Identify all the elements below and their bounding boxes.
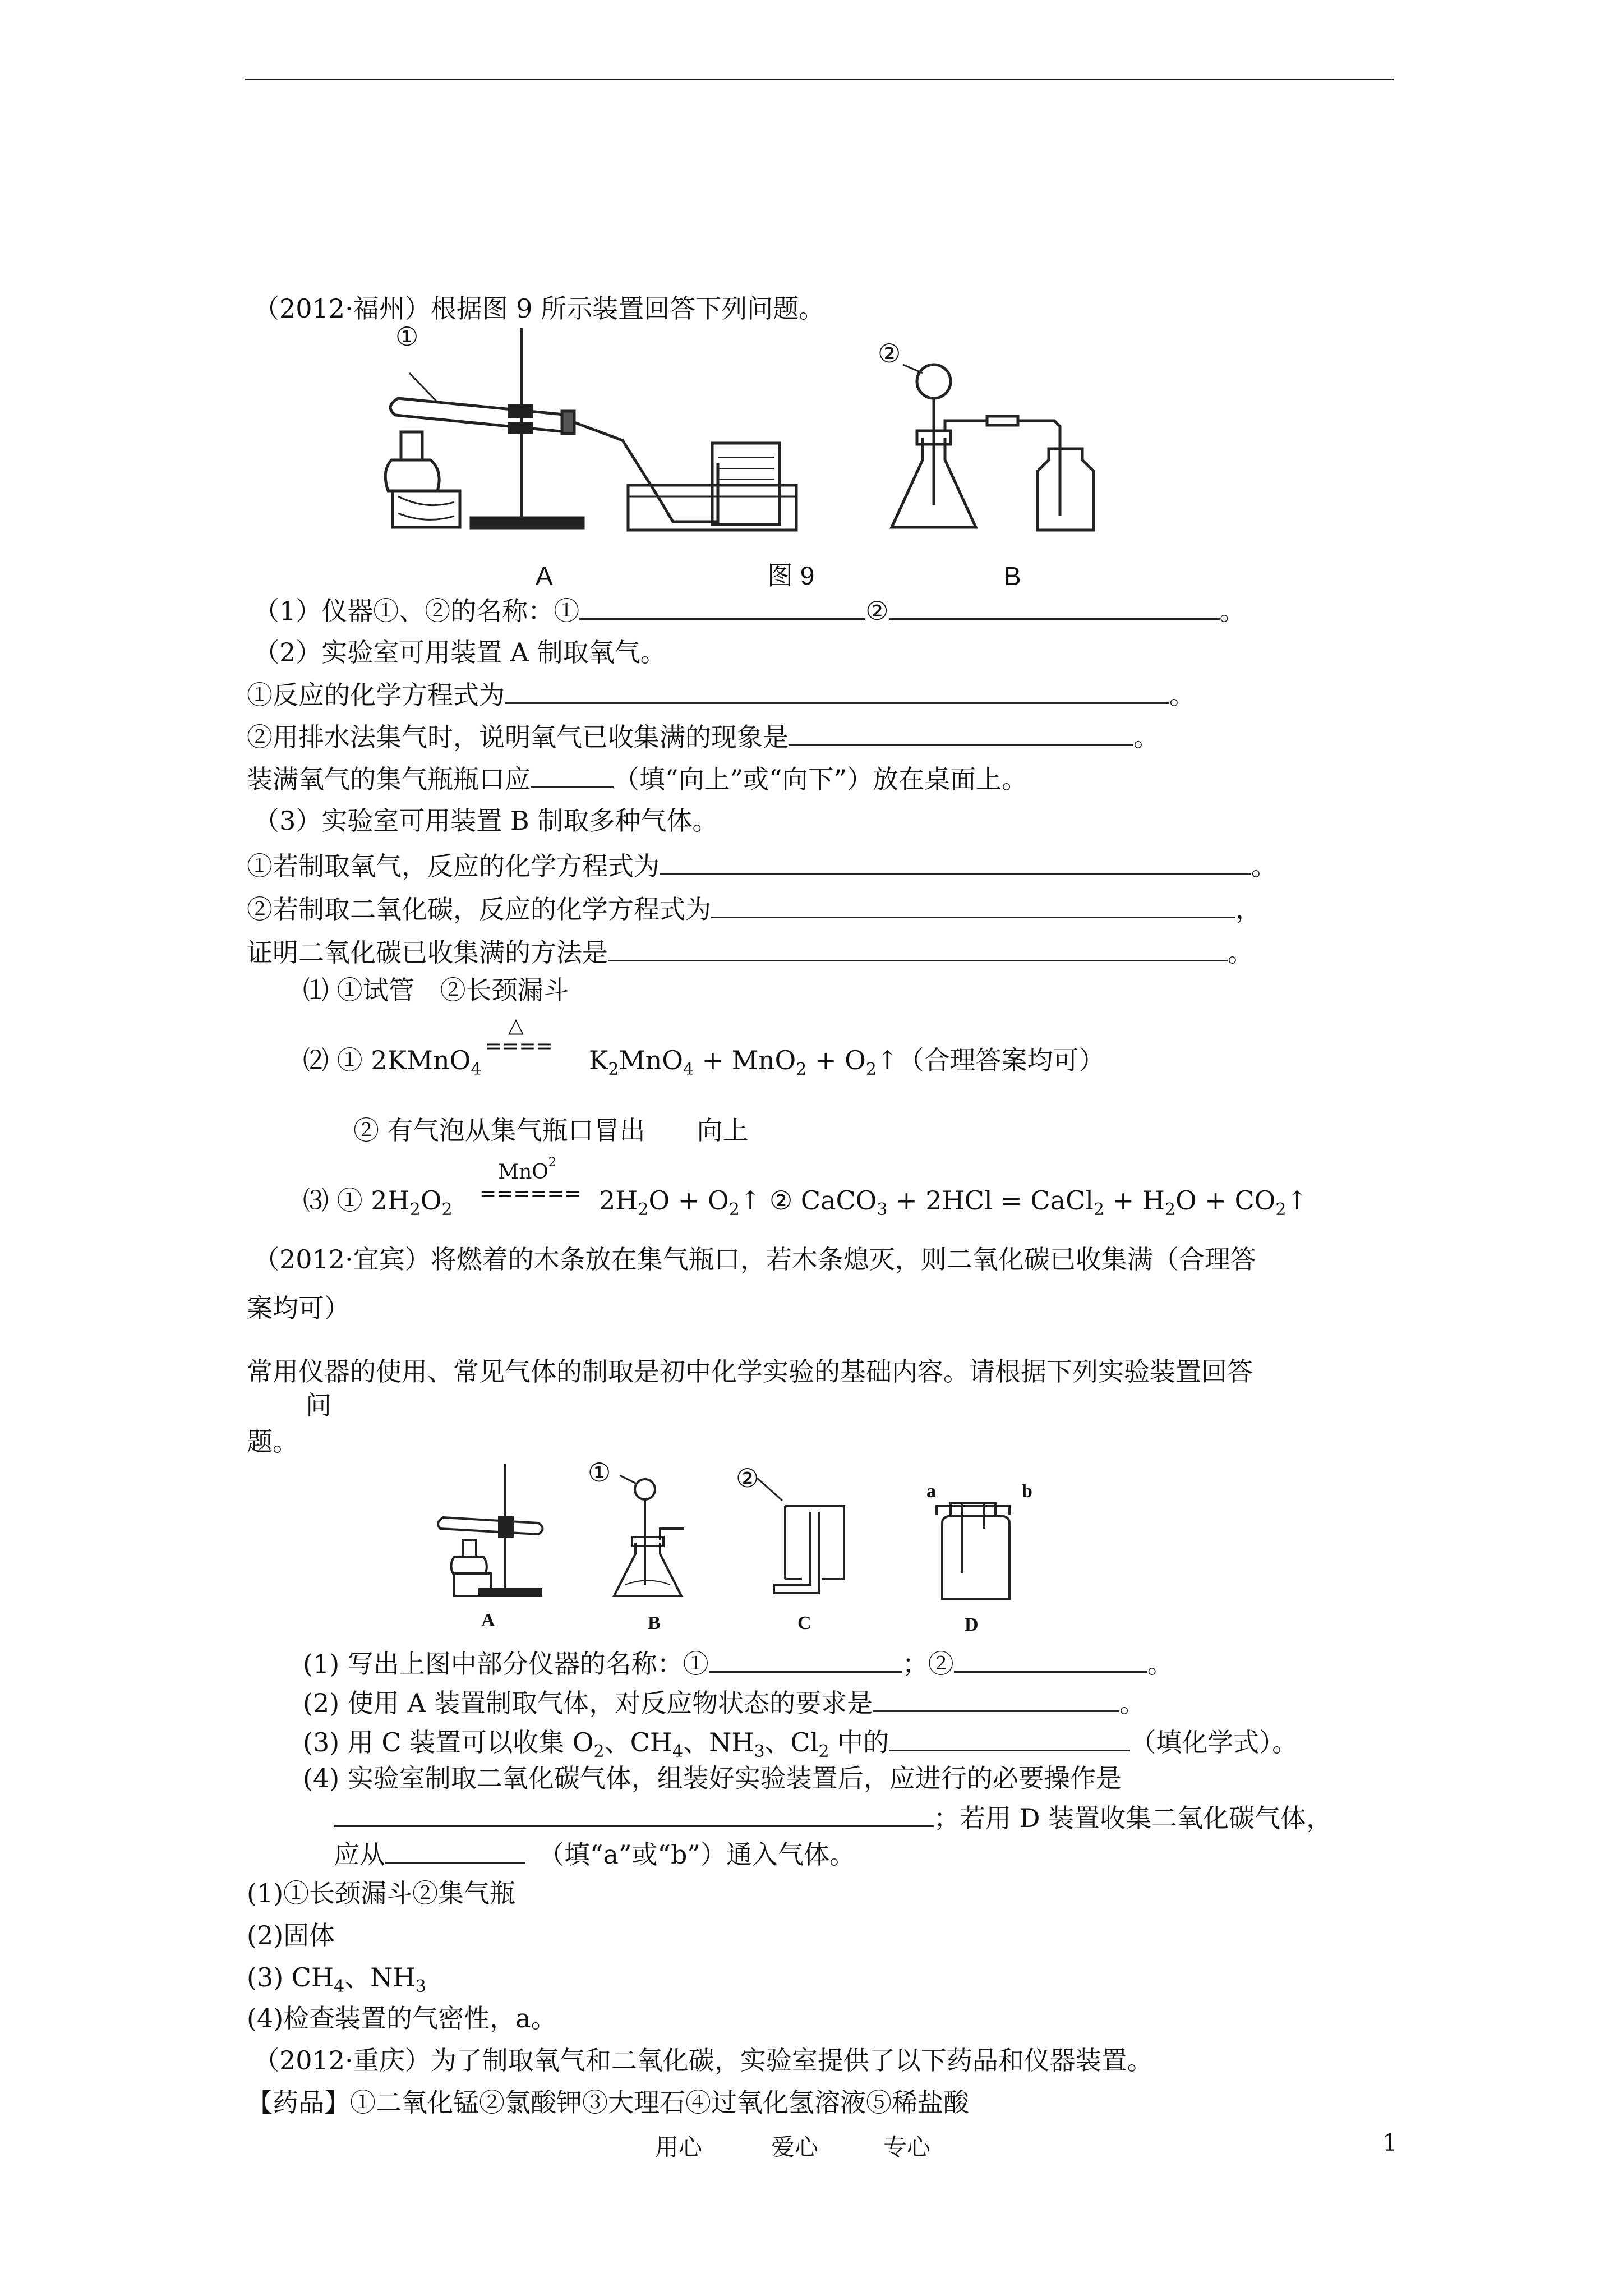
q1-mark-2: ② [878, 338, 901, 369]
q2-intro2: 题。 [247, 1427, 298, 1457]
ans1-a2-pre: ⑵ ① 2KMnO$_4$ [303, 1045, 482, 1079]
q2-label-a: A [481, 1610, 495, 1631]
figure-9-apparatus-a [359, 323, 819, 541]
q1-s1: （1）仪器①、②的名称：① ② 。 [253, 593, 1246, 628]
q2-s4: (4) 实验室制取二氧化碳气体，组装好实验装置后，应进行的必要操作是 [303, 1763, 1122, 1793]
q1-s2: （2）实验室可用装置 A 制取氧气。 [253, 637, 666, 668]
apparatus-d-small [920, 1470, 1032, 1604]
ans1-a5: （2012·宜宾）将燃着的木条放在集气瓶口，若木条熄灭，则二氧化碳已收集满（合理答 [253, 1244, 1256, 1274]
q1-s2-1: ①反应的化学方程式为 。 [247, 678, 1195, 712]
q2-intro1: 常用仪器的使用、常见气体的制取是初中化学实验的基础内容。请根据下列实验装置回答 [247, 1356, 1253, 1387]
q3-drugs: 【药品】①二氧化锰②氯酸钾③大理石④过氧化氢溶液⑤稀盐酸 [247, 2087, 969, 2118]
ans1-a5b: 案均可） [247, 1293, 350, 1323]
ans1-a2-condition: △ ==== [485, 1014, 553, 1058]
q2-mark-1: ① [588, 1457, 611, 1488]
ans2-a3: (3) $CH_4$、$NH_3$ [247, 1962, 426, 1996]
footer-zhuanxin: 专心 [883, 2133, 931, 2161]
figure-9-apparatus-b [886, 337, 1122, 539]
q2-s4b: ；若用 D 装置收集二氧化碳气体， [334, 1801, 1332, 1835]
figure-label-a: A [536, 562, 553, 591]
ans2-a4: (4)检查装置的气密性，a。 [247, 2003, 557, 2033]
ans1-a4-eq: $2H_2O$ + $O_2↑$ ② CaCO$_3$ + 2HCl = CaCl$_2$ + $H_2O$ + $CO_2↑$ [599, 1185, 1308, 1220]
q2-intro-q: 问 [306, 1390, 331, 1420]
page-number: 1 [1382, 2129, 1398, 2156]
q1-s3-2: ②若制取二氧化碳，反应的化学方程式为 ， [247, 892, 1261, 926]
q2-mark-b: b [1022, 1481, 1032, 1502]
ans1-a1: ⑴ ①试管 ②长颈漏斗 [303, 975, 569, 1005]
figure-caption: 图 9 [767, 561, 815, 590]
q2-mark-a: a [926, 1481, 936, 1502]
q1-s3: （3）实验室可用装置 B 制取多种气体。 [253, 806, 718, 836]
ans2-a2: (2)固体 [247, 1920, 335, 1950]
q2-s1: (1) 写出上图中部分仪器的名称：① ；② 。 [303, 1646, 1173, 1681]
q3-intro: （2012·重庆）为了制取氧气和二氧化碳，实验室提供了以下药品和仪器装置。 [253, 2045, 1153, 2076]
q2-s2: (2) 使用 A 装置制取气体，对反应物状态的要求是 。 [303, 1686, 1145, 1720]
q1-mark-1: ① [395, 321, 419, 352]
header-rule [245, 79, 1394, 80]
q2-label-d: D [965, 1614, 979, 1635]
ans1-a2-eq: $K_2MnO_4 + MnO_2$ + $O_2↑$（合理答案均可） [589, 1045, 1105, 1079]
q1-s3-1: ①若制取氧气，反应的化学方程式为 。 [247, 849, 1277, 883]
q1-intro: （2012·福州）根据图 9 所示装置回答下列问题。 [253, 293, 825, 324]
ans1-a4-condition: MnO$^2$ ====== [479, 1156, 581, 1205]
q2-mark-2: ② [736, 1463, 759, 1493]
ans2-a1: (1)①长颈漏斗②集气瓶 [247, 1878, 516, 1908]
q2-s4c: 应从 （填“a”或“b”）通入气体。 [334, 1837, 855, 1871]
q1-s2-3: 装满氧气的集气瓶瓶口应 （填“向上”或“向下”）放在桌面上。 [247, 762, 1027, 796]
q2-label-b: B [648, 1613, 661, 1634]
apparatus-b-small [608, 1464, 715, 1602]
q2-label-c: C [797, 1613, 811, 1634]
footer-yongxin: 用心 [655, 2133, 703, 2161]
ans1-a4-pre: ⑶ ① $2H_2O_2$ [303, 1185, 453, 1220]
q1-s3-3: 证明二氧化碳已收集满的方法是 。 [247, 935, 1253, 969]
q1-s2-2: ②用排水法集气时，说明氧气已收集满的现象是 。 [247, 720, 1159, 754]
q2-s3: (3) 用 C 装置可以收集 $O_2$、$CH_4$、$NH_3$、$Cl_2$ 中的 （填化学式）。 [303, 1725, 1298, 1769]
ans1-a3: ② 有气泡从集气瓶口冒出 向上 [353, 1115, 749, 1145]
figure-label-b: B [1004, 562, 1021, 591]
apparatus-a-small [432, 1461, 561, 1602]
footer-aixin: 爱心 [771, 2133, 819, 2161]
